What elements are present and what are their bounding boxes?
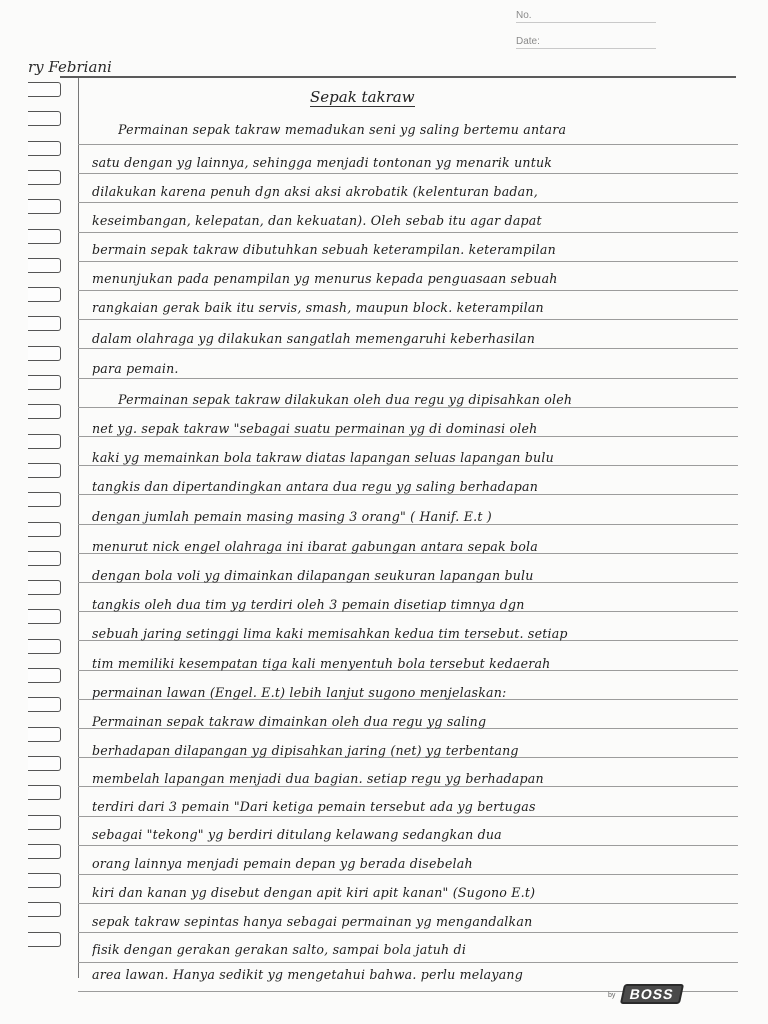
author-name: ry Febriani <box>28 58 112 76</box>
text-line: dengan bola voli yg dimainkan dilapangan seukuran lapangan bulu <box>92 568 534 583</box>
text-line: kiri dan kanan yg disebut dengan apit kiri apit kanan" (Sugono E.t) <box>92 885 536 900</box>
binder-tab <box>28 463 61 478</box>
binder-tab <box>28 785 61 800</box>
text-line: membelah lapangan menjadi dua bagian. setiap regu yg berhadapan <box>92 771 544 786</box>
binder-tab <box>28 727 61 742</box>
binder-tab <box>28 697 61 712</box>
text-line: Permainan sepak takraw dimainkan oleh dua regu yg saling <box>92 714 487 729</box>
binder-tab <box>28 873 61 888</box>
text-line: area lawan. Hanya sedikit yg mengetahui bahwa. perlu melayang <box>92 967 523 982</box>
binder-tab <box>28 580 61 595</box>
binder-tab <box>28 287 61 302</box>
binder-tab <box>28 844 61 859</box>
text-line: keseimbangan, kelepatan, dan kekuatan). Oleh sebab itu agar dapat <box>92 213 542 228</box>
binder-tab <box>28 229 61 244</box>
text-line: tim memiliki kesempatan tiga kali menyentuh bola tersebut kedaerah <box>92 656 551 671</box>
binder-tab <box>28 111 61 126</box>
text-line: net yg. sepak takraw "sebagai suatu permainan yg di dominasi oleh <box>92 421 538 436</box>
text-line: bermain sepak takraw dibutuhkan sebuah keterampilan. keterampilan <box>92 242 556 257</box>
page-title: Sepak takraw <box>310 88 415 106</box>
text-line: tangkis dan dipertandingkan antara dua regu yg saling berhadapan <box>92 479 539 494</box>
text-line: kaki yg memainkan bola takraw diatas lapangan seluas lapangan bulu <box>92 450 554 465</box>
text-line: Permainan sepak takraw dilakukan oleh dua regu yg dipisahkan oleh <box>118 392 573 407</box>
binder-tab <box>28 375 61 390</box>
binder-tab <box>28 756 61 771</box>
text-line: dengan jumlah pemain masing masing 3 orang" ( Hanif. E.t ) <box>92 509 492 524</box>
binder-tab <box>28 316 61 331</box>
text-line: Permainan sepak takraw memadukan seni yg saling bertemu antara <box>118 122 567 137</box>
text-line: dilakukan karena penuh dgn aksi aksi akrobatik (kelenturan badan, <box>92 184 538 199</box>
header-no-label: No. <box>516 10 532 21</box>
text-line: sepak takraw sepintas hanya sebagai permainan yg mengandalkan <box>92 914 533 929</box>
binder-tab <box>28 902 61 917</box>
text-line: sebagai "tekong" yg berdiri ditulang kelawang sedangkan dua <box>92 827 502 842</box>
binder-tab <box>28 434 61 449</box>
binder-tab <box>28 551 61 566</box>
text-line: sebuah jaring setinggi lima kaki memisahkan kedua tim tersebut. setiap <box>92 626 568 641</box>
text-line: dalam olahraga yg dilakukan sangatlah memengaruhi keberhasilan <box>92 331 536 346</box>
text-line: permainan lawan (Engel. E.t) lebih lanjut sugono menjelaskan: <box>92 685 507 700</box>
text-line: berhadapan dilapangan yg dipisahkan jaring (net) yg terbentang <box>92 743 519 758</box>
binder-tab <box>28 258 61 273</box>
binder-tab <box>28 609 61 624</box>
binder-tab <box>28 404 61 419</box>
text-line: terdiri dari 3 pemain "Dari ketiga pemain tersebut ada yg bertugas <box>92 799 536 814</box>
text-line: rangkaian gerak baik itu servis, smash, maupun block. keterampilan <box>92 300 544 315</box>
binder-tab <box>28 668 61 683</box>
binder-tab <box>28 141 61 156</box>
binder-tab <box>28 170 61 185</box>
text-line: fisik dengan gerakan gerakan salto, sampai bola jatuh di <box>92 942 467 957</box>
binder-tab <box>28 199 61 214</box>
binder-tab <box>28 82 61 97</box>
ruled-line <box>78 144 738 145</box>
binder-tab <box>28 346 61 361</box>
text-line: satu dengan yg lainnya, sehingga menjadi tontonan yg menarik untuk <box>92 155 553 170</box>
brand-by-label: by <box>608 992 616 999</box>
binder-tab <box>28 815 61 830</box>
brand-logo: BOSS <box>620 984 684 1004</box>
text-line: tangkis oleh dua tim yg terdiri oleh 3 pemain disetiap timnya dgn <box>92 597 525 612</box>
text-line: orang lainnya menjadi pemain depan yg berada disebelah <box>92 856 473 871</box>
text-line: para pemain. <box>92 361 179 376</box>
header-date-label: Date: <box>516 36 540 47</box>
text-line: menunjukan pada penampilan yg menurus kepada penguasaan sebuah <box>92 271 558 286</box>
text-line: menurut nick engel olahraga ini ibarat gabungan antara sepak bola <box>92 539 538 554</box>
binder-tab <box>28 639 61 654</box>
binder-tab <box>28 932 61 947</box>
binder-tab <box>28 522 61 537</box>
binder-tab <box>28 492 61 507</box>
